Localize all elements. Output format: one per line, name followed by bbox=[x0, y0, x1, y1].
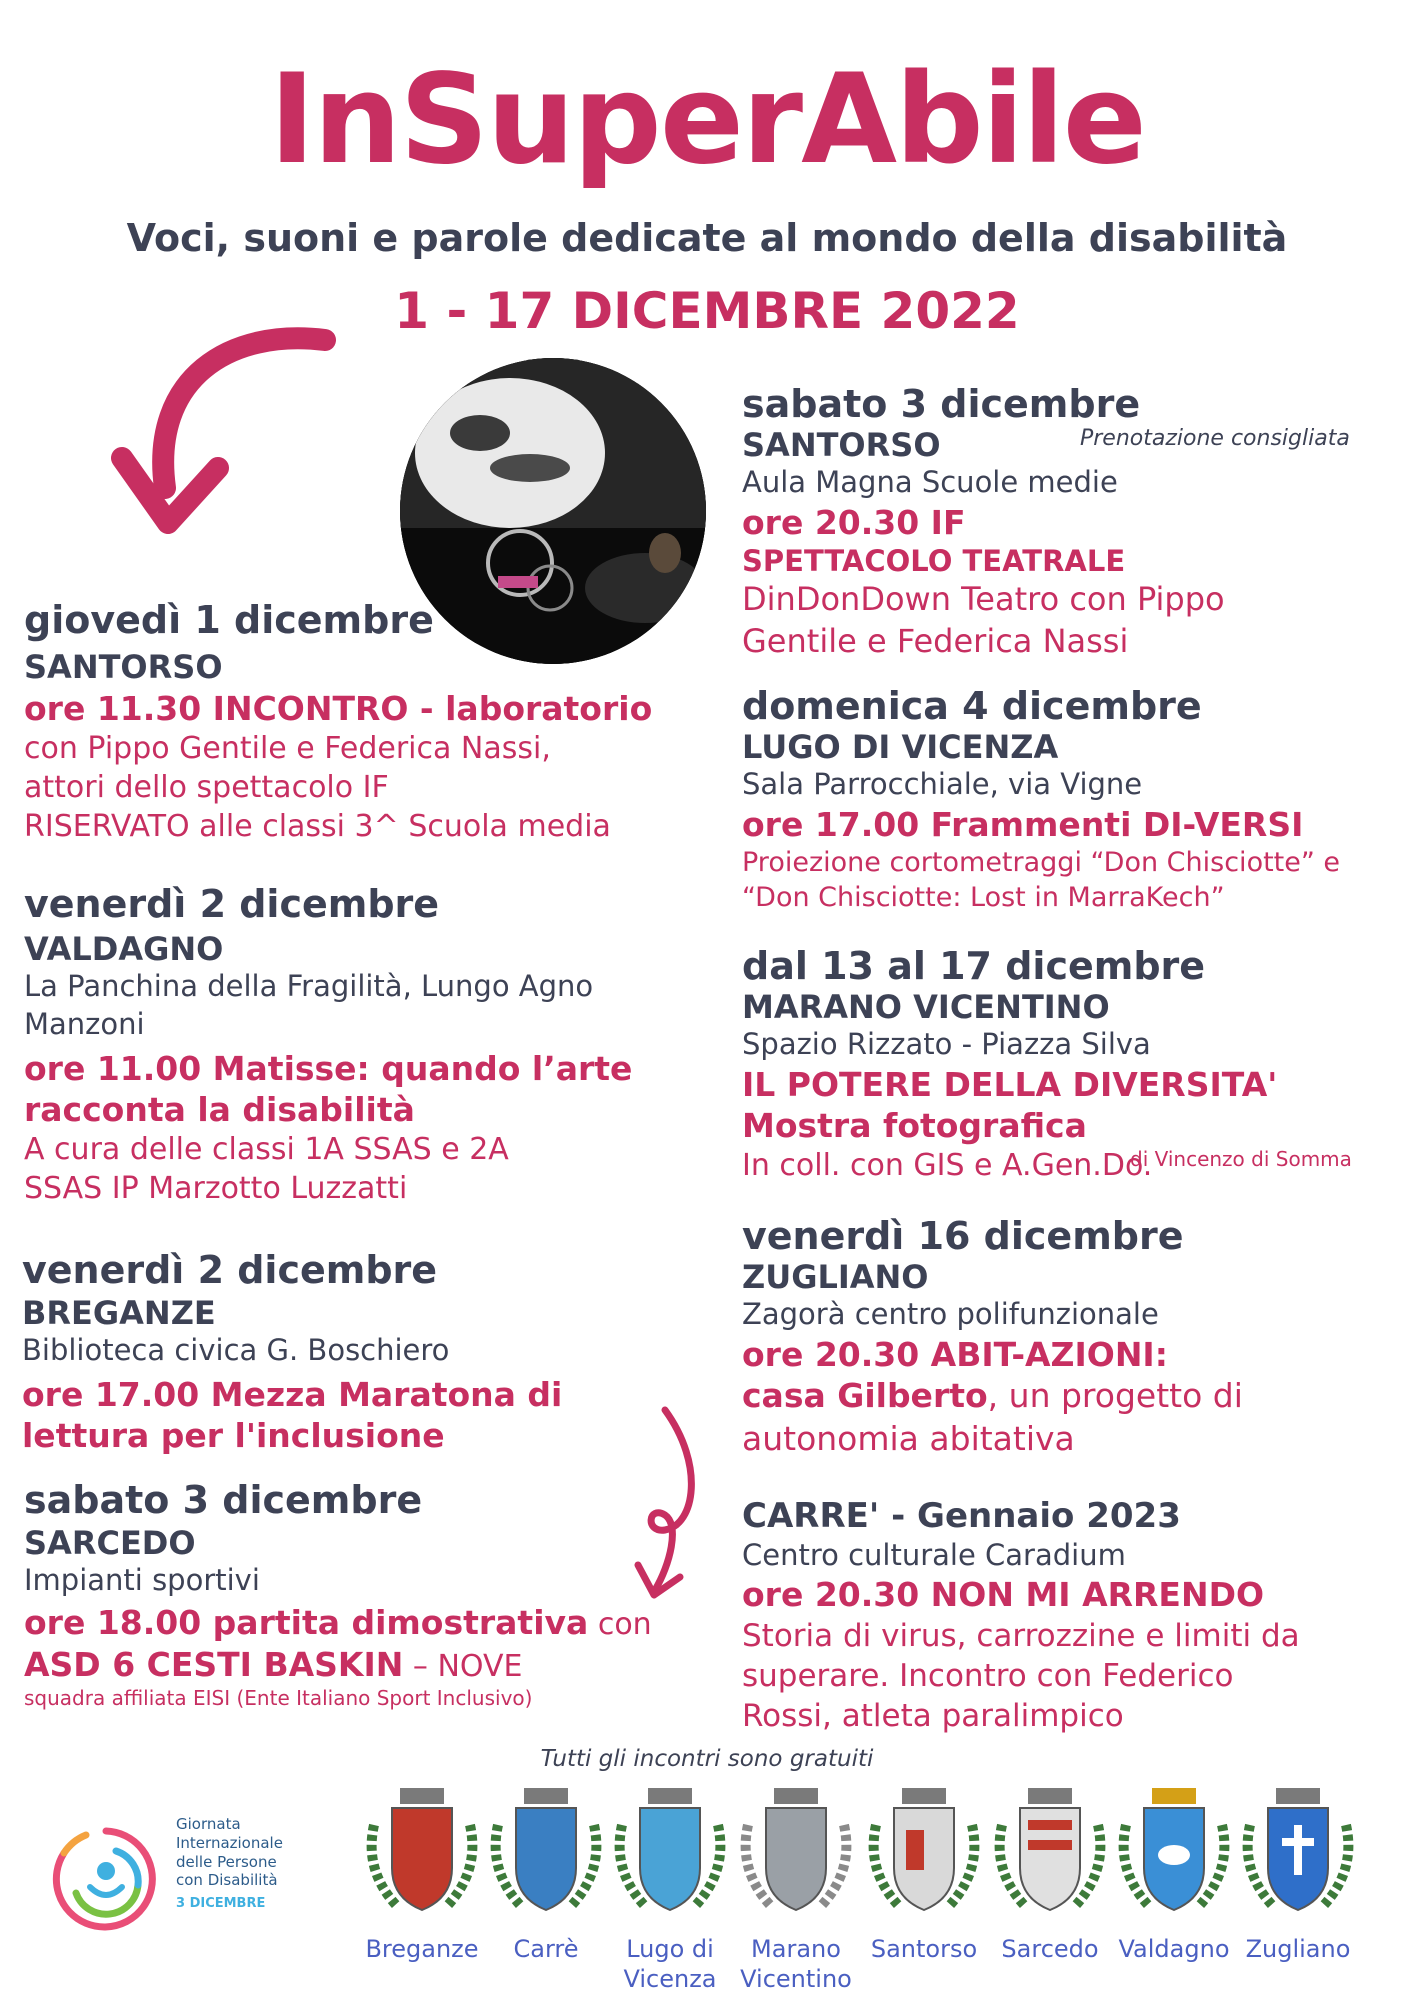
disability-day-logo-icon bbox=[46, 1823, 166, 1933]
event-venue: Aula Magna Scuole medie bbox=[742, 465, 1118, 500]
event-day: sabato 3 dicembre bbox=[742, 382, 1141, 426]
event-venue-line: La Panchina della Fragilità, Lungo Agno bbox=[24, 969, 594, 1004]
crest-shield-icon bbox=[1232, 1780, 1364, 1930]
crest-shield-icon bbox=[480, 1780, 612, 1930]
crest-santorso bbox=[858, 1780, 990, 1964]
disability-day-logo bbox=[46, 1815, 306, 1935]
event-desc-line: “Don Chisciotte: Lost in MarraKech” bbox=[742, 882, 1225, 914]
event-breganze-dec2 bbox=[22, 1250, 682, 1456]
crest-shield-icon bbox=[984, 1780, 1116, 1930]
event-desc-line: A cura delle classi 1A SSAS e 2A bbox=[24, 1132, 509, 1168]
event-carre-jan2023 bbox=[742, 1496, 1402, 1737]
event-town: MARANO VICENTINO bbox=[742, 987, 1110, 1026]
event-day: domenica 4 dicembre bbox=[742, 684, 1202, 728]
event-highlight: ore 20.30 NON MI ARRENDO bbox=[742, 1575, 1265, 1615]
crest-shield-icon bbox=[604, 1780, 736, 1930]
event-sarcedo-dec3 bbox=[24, 1480, 714, 1710]
event-highlight2-tail: – NOVE bbox=[403, 1648, 523, 1684]
event-highlight-row bbox=[24, 1602, 714, 1644]
crest-label-line: Marano bbox=[751, 1935, 841, 1963]
event-desc-line: Storia di virus, carrozzine e limiti da bbox=[742, 1617, 1300, 1654]
event-venue: Centro culturale Caradium bbox=[742, 1537, 1126, 1572]
event-venue-line: Manzoni bbox=[24, 1006, 145, 1041]
event-town: SANTORSO bbox=[24, 647, 223, 686]
event-desc-line: DinDonDown Teatro con Pippo bbox=[742, 580, 1225, 619]
event-santorso-dec1 bbox=[24, 600, 684, 846]
event-day: sabato 3 dicembre bbox=[24, 1478, 423, 1522]
logo-text-line: con Disabilità bbox=[176, 1871, 278, 1890]
crest-shield-icon bbox=[1108, 1780, 1240, 1930]
crest-label-line: Lugo di bbox=[626, 1935, 714, 1963]
event-highlight2: Mostra fotografica bbox=[742, 1106, 1087, 1146]
event-desc: In coll. con GIS e A.Gen.Do. bbox=[742, 1148, 1153, 1184]
event-highlight-line: racconta la disabilità bbox=[24, 1089, 415, 1129]
event-desc-line: Rossi, atleta paralimpico bbox=[742, 1698, 1124, 1735]
crest-valdagno bbox=[1108, 1780, 1240, 1964]
crest-shield-icon bbox=[858, 1780, 990, 1930]
event-day: venerdì 16 dicembre bbox=[742, 1214, 1184, 1258]
event-highlight: ore 20.30 IF bbox=[742, 502, 966, 542]
event-venue: Impianti sportivi bbox=[24, 1563, 260, 1598]
event-highlight2: casa Gilberto bbox=[742, 1376, 988, 1416]
crest-shield-icon bbox=[730, 1780, 862, 1930]
crest-label-line: Vicentino bbox=[740, 1965, 852, 1993]
booking-note: Prenotazione consigliata bbox=[1080, 426, 1350, 451]
event-highlight2: ASD 6 CESTI BASKIN bbox=[24, 1644, 404, 1684]
crest-label: Santorso bbox=[870, 1935, 978, 1963]
poster-title: InSuperAbile bbox=[269, 48, 1145, 192]
event-day: venerdì 2 dicembre bbox=[24, 882, 440, 926]
event-venue: Biblioteca civica G. Boschiero bbox=[22, 1333, 450, 1368]
crest-carre bbox=[480, 1780, 612, 1964]
event-lugo-dec4 bbox=[742, 686, 1414, 915]
poster-subtitle: Voci, suoni e parole dedicate al mondo della disabilità bbox=[126, 216, 1288, 260]
event-desc: autonomia abitativa bbox=[742, 1419, 1075, 1459]
logo-text-line: delle Persone bbox=[176, 1852, 277, 1871]
crest-sarcedo bbox=[984, 1780, 1116, 1964]
crest-zugliano bbox=[1232, 1780, 1364, 1964]
event-highlight2: SPETTACOLO TEATRALE bbox=[742, 544, 1126, 579]
event-highlight2-tail: , un progetto di bbox=[987, 1376, 1243, 1416]
event-day: venerdì 2 dicembre bbox=[22, 1248, 438, 1292]
event-town: BREGANZE bbox=[22, 1293, 216, 1332]
logo-text-line: Internazionale bbox=[176, 1833, 283, 1852]
crest-label-line: Vicenza bbox=[623, 1965, 717, 1993]
event-desc-line: con Pippo Gentile e Federica Nassi, bbox=[24, 731, 551, 767]
crest-marano bbox=[730, 1780, 862, 1994]
event-venue: Spazio Rizzato - Piazza Silva bbox=[742, 1027, 1151, 1062]
event-desc-line: SSAS IP Marzotto Luzzatti bbox=[24, 1171, 408, 1207]
event-desc-line: attori dello spettacolo IF bbox=[24, 770, 389, 806]
event-highlight-tail: con bbox=[588, 1606, 652, 1642]
crest-label: Zugliano bbox=[1245, 1935, 1351, 1963]
event-note: squadra affiliata EISI (Ente Italiano Sport Inclusivo) bbox=[24, 1685, 533, 1710]
free-entry-note: Tutti gli incontri sono gratuiti bbox=[540, 1746, 874, 1772]
event-highlight: ore 18.00 partita dimostrativa bbox=[24, 1602, 589, 1642]
event-day: CARRE' - Gennaio 2023 bbox=[742, 1496, 1181, 1536]
event-highlight: ore 20.30 ABIT-AZIONI: bbox=[742, 1334, 1168, 1374]
event-desc-line: Proiezione cortometraggi “Don Chisciotte” e bbox=[742, 847, 1341, 879]
event-highlight-line: lettura per l'inclusione bbox=[22, 1416, 445, 1456]
small-arrow-icon bbox=[630, 1405, 710, 1605]
poster-dates: 1 - 17 DICEMBRE 2022 bbox=[394, 282, 1020, 340]
event-town: VALDAGNO bbox=[24, 929, 224, 968]
event-town: SARCEDO bbox=[24, 1523, 196, 1562]
crest-label: Carrè bbox=[513, 1935, 579, 1963]
crest-label: Valdagno bbox=[1118, 1935, 1230, 1963]
event-town: ZUGLIANO bbox=[742, 1257, 929, 1296]
event-highlight-line: ore 17.00 Mezza Maratona di bbox=[22, 1374, 563, 1414]
crest-breganze bbox=[356, 1780, 488, 1964]
event-desc-line: superare. Incontro con Federico bbox=[742, 1658, 1234, 1695]
event-highlight2-row bbox=[742, 1375, 1402, 1418]
event-venue: Zagorà centro polifunzionale bbox=[742, 1297, 1159, 1332]
event-desc-line: Gentile e Federica Nassi bbox=[742, 621, 1129, 660]
logo-date: 3 DICEMBRE bbox=[176, 1896, 266, 1911]
event-day: giovedì 1 dicembre bbox=[24, 598, 434, 642]
event-highlight-line: ore 11.00 Matisse: quando l’arte bbox=[24, 1048, 633, 1088]
event-highlight: ore 11.30 INCONTRO - laboratorio bbox=[24, 689, 653, 729]
event-town: LUGO DI VICENZA bbox=[742, 727, 1059, 766]
crest-shield-icon bbox=[356, 1780, 488, 1930]
event-desc-line: RISERVATO alle classi 3^ Scuola media bbox=[24, 809, 611, 845]
curved-arrow-icon bbox=[110, 318, 350, 538]
event-highlight: IL POTERE DELLA DIVERSITA' bbox=[742, 1064, 1278, 1104]
crest-lugo bbox=[604, 1780, 736, 1994]
crest-label: Sarcedo bbox=[1001, 1935, 1099, 1963]
crest-label: Breganze bbox=[365, 1935, 479, 1963]
event-day: dal 13 al 17 dicembre bbox=[742, 944, 1206, 988]
event-venue: Sala Parrocchiale, via Vigne bbox=[742, 767, 1143, 802]
event-highlight2-row bbox=[24, 1644, 714, 1686]
logo-text-line: Giornata bbox=[176, 1815, 241, 1833]
event-highlight: ore 17.00 Frammenti DI-VERSI bbox=[742, 804, 1304, 844]
event-town: SANTORSO bbox=[742, 425, 941, 464]
event-valdagno-dec2 bbox=[24, 884, 684, 1208]
event-zugliano-dec16 bbox=[742, 1216, 1402, 1461]
photographer-credit: di Vincenzo di Somma bbox=[1130, 1147, 1352, 1171]
crest-row bbox=[356, 1780, 1396, 1993]
